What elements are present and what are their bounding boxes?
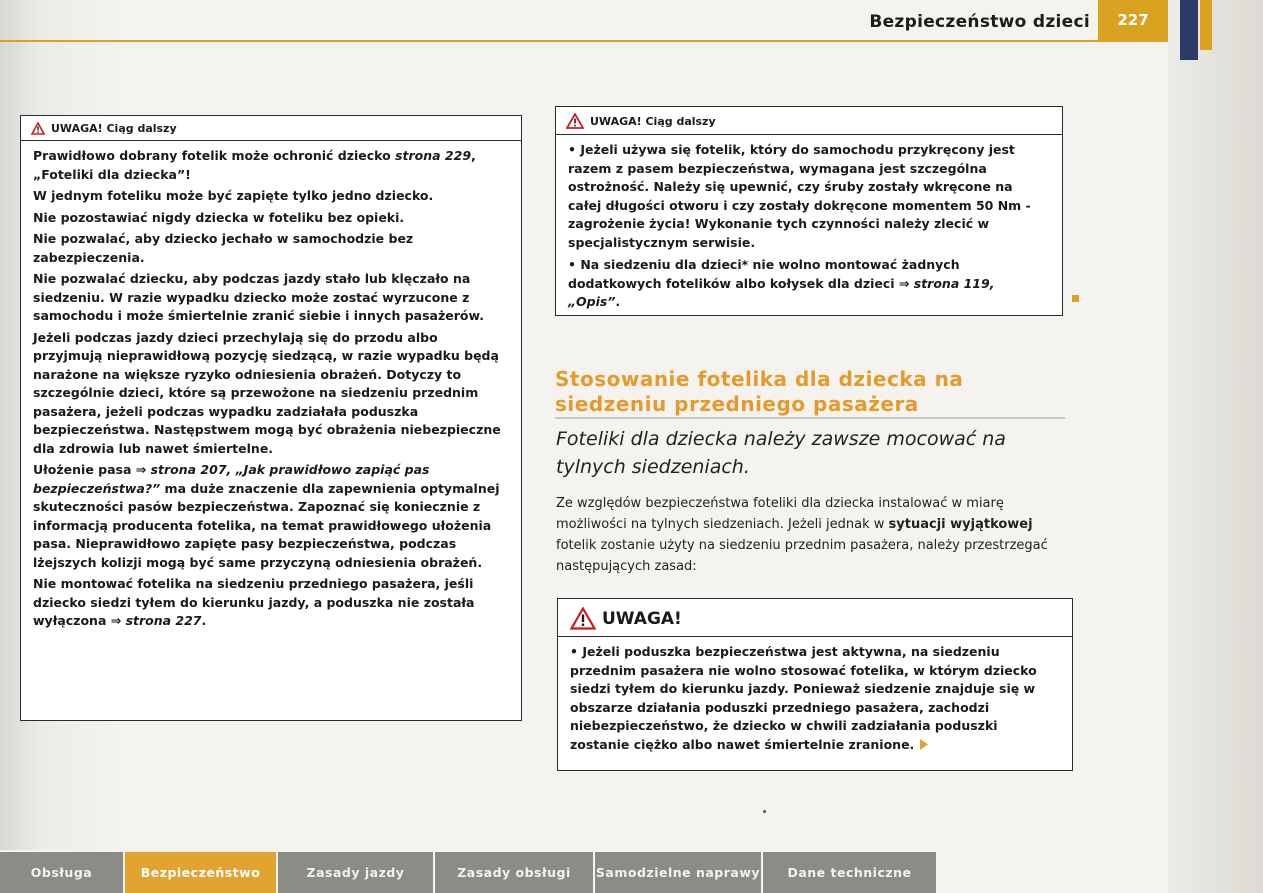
chapter-tab[interactable]: Zasady obsługi	[435, 852, 595, 893]
page-reference[interactable]: strona 207, „Jak prawidłowo zapiąć pas bezpieczeństwa?”	[33, 462, 430, 496]
warning-item-text: .	[201, 613, 207, 628]
chapter-tabs	[0, 852, 1168, 893]
warning-item	[33, 329, 509, 459]
thumb-tab-gold	[1200, 0, 1212, 50]
warning-item-text: Nie montować fotelika na siedzeniu przedniego pasażera, jeśli dziecko siedzi tyłem do kierunku jazdy, a poduszka nie została wyłączona ⇒	[33, 576, 475, 628]
continue-arrow-icon	[919, 739, 928, 750]
section-heading: Stosowanie fotelika dla dziecka na siedzeniu przedniego pasażera	[555, 367, 964, 416]
body-text-bold: sytuacji wyjątkowej	[888, 517, 1033, 532]
warning-triangle-icon	[566, 113, 584, 129]
warning-item	[33, 270, 509, 326]
warning-triangle-icon	[570, 607, 596, 630]
warning-item	[570, 643, 1060, 754]
heading-rule	[555, 417, 1065, 419]
warning-item-text: • Jeżeli używa się fotelik, który do samochodu przykręcony jest razem z pasem bezpieczeństwa, wymagana jest szczególna ostrożność. Należy się upewnić, czy śruby zostały wkręcone na całej długości otworu i czy zostały dokręcone momentem 50 Nm - zagrożenie życia! Wykonanie tych czynności należy zlecić w specjalistycznym serwisie.	[568, 142, 1031, 250]
warning-header	[556, 107, 1062, 135]
warning-item	[568, 141, 1050, 252]
warning-item	[33, 230, 509, 267]
page-edge	[1168, 0, 1263, 893]
warning-item	[33, 147, 509, 184]
chapter-title: Bezpieczeństwo dzieci	[869, 12, 1090, 32]
warning-item-text: Nie pozostawiać nigdy dziecka w foteliku bez opieki.	[33, 209, 405, 225]
warning-item-text: Ułożenie pasa ⇒	[33, 462, 151, 477]
page-reference[interactable]: strona 119, „Opis”	[568, 275, 995, 309]
warning-header	[21, 116, 521, 141]
warning-box-continued-left	[20, 115, 522, 721]
warning-header-label: UWAGA! Ciąg dalszy	[51, 122, 177, 135]
warning-header-label: UWAGA! Ciąg dalszy	[590, 114, 716, 128]
thumb-tab-blue	[1180, 0, 1198, 60]
chapter-tab[interactable]: Obsługa	[0, 852, 125, 893]
section-lead: Foteliki dla dziecka należy zawsze mocować na tylnych siedzeniach.	[556, 428, 1006, 478]
warning-list	[556, 135, 1062, 322]
body-text-start: Ze względów bezpieczeństwa foteliki dla dziecka instalować w miarę możliwości na tylnych siedzeniach. Jeżeli jednak w	[556, 496, 1004, 532]
chapter-tab[interactable]: Samodzielne naprawy	[595, 852, 763, 893]
warning-item-text: ma duże znaczenie dla zapewnienia optymalnej skuteczności pasów bezpieczeństwa. Zapoznać się koniecznie z informacją producenta fotelika, na temat prawidłowego ułożenia pasa. Nieprawidłowo zapięte pasy bezpieczeństwa, podczas lżejszych kolizji mogą być same przyczyną odniesienia obrażeń.	[33, 480, 500, 570]
warning-item	[33, 575, 509, 631]
warning-item	[568, 256, 1050, 312]
warning-list	[21, 141, 521, 640]
warning-box-continued-right	[555, 106, 1063, 316]
chapter-tab[interactable]: Zasady jazdy	[278, 852, 435, 893]
warning-header	[558, 599, 1072, 637]
warning-item-text: Prawidłowo dobrany fotelik może ochronić dziecko	[33, 148, 396, 163]
warning-item-text: • Na siedzeniu dla dzieci* nie wolno montować żadnych dodatkowych fotelików albo kołysek dla dzieci ⇒	[568, 257, 960, 291]
end-marker	[1072, 295, 1079, 302]
warning-item-text: W jednym foteliku może być zapięte tylko jedno dziecko.	[33, 188, 434, 203]
warning-item-text: .	[615, 294, 621, 309]
warning-item-text: Jeżeli podczas jazdy dzieci przechylają się do przodu albo przyjmują nieprawidłową pozycję siedzącą, w razie wypadku będą narażone na większe ryzyko odniesienia obrażeń. Dotyczy to szczególnie dzieci, które są przewożone na siedzeniu przednim pasażera, jeżeli podczas wypadku zadziałała poduszka bezpieczeństwa. Następstwem mogą być obrażenia niebezpieczne dla zdrowia lub nawet śmiertelne.	[33, 329, 501, 456]
page-reference[interactable]: strona 227	[125, 613, 202, 628]
header-rule	[0, 40, 1168, 42]
page-number: 227	[1098, 0, 1168, 40]
warning-item-text: Nie pozwalać, aby dziecko jechało w samochodzie bez zabezpieczenia.	[33, 231, 414, 265]
chapter-tab[interactable]: Bezpieczeństwo	[125, 852, 278, 893]
warning-header-label: UWAGA!	[602, 608, 682, 629]
warning-item-text: Nie pozwalać dziecku, aby podczas jazdy stało lub klęczało na siedzeniu. W razie wypadku dziecko może zostać wyrzucone z samochodu i może śmiertelnie zranić siebie i innych pasażerów.	[33, 271, 484, 323]
body-text-end: fotelik zostanie użyty na siedzeniu przednim pasażera, należy przestrzegać następujących zasad:	[556, 538, 1048, 574]
warning-triangle-icon	[31, 122, 45, 135]
dot	[763, 810, 766, 813]
section-body	[556, 493, 1056, 577]
warning-item	[33, 209, 509, 228]
warning-item-text: , „Foteliki dla dziecka”!	[33, 148, 476, 182]
warning-box	[557, 598, 1073, 771]
warning-item-text: • Jeżeli poduszka bezpieczeństwa jest aktywna, na siedzeniu przednim pasażera nie wolno stosować fotelika, w którym dziecko siedzi tyłem do kierunku jazdy. Ponieważ siedzenie znajduje się w obszarze działania poduszki przedniego pasażera, zachodzi niebezpieczeństwo, że dziecko w chwili zadziałania poduszki zostanie ciężko albo nawet śmiertelnie zranione.	[570, 644, 1037, 752]
chapter-tab[interactable]: Dane techniczne	[763, 852, 938, 893]
warning-item	[33, 461, 509, 572]
warning-list	[558, 637, 1072, 764]
warning-item	[33, 187, 509, 206]
page-reference[interactable]: strona 229	[395, 148, 472, 163]
